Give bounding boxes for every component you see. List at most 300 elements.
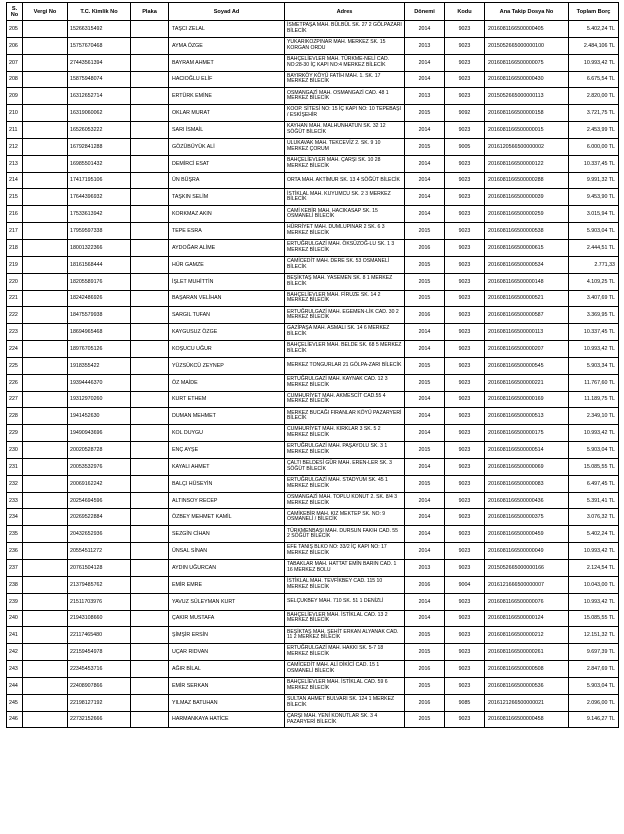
row-toplam-borc: 9.453,90 TL — [569, 189, 619, 206]
row-no: 242 — [7, 644, 23, 661]
row-vergi-no — [23, 711, 68, 728]
row-ana-takip-dosya-no: 2016081166500000545 — [485, 357, 569, 374]
row-ana-takip-dosya-no: 2016081166500000221 — [485, 374, 569, 391]
row-plaka — [131, 509, 169, 526]
row-vergi-no — [23, 357, 68, 374]
row-vergi-no — [23, 627, 68, 644]
row-ana-takip-dosya-no: 2016081166500000069 — [485, 458, 569, 475]
row-no: 246 — [7, 711, 23, 728]
row-plaka — [131, 54, 169, 71]
row-soyad-ad: GÖZÜBÜYÜK ALİ — [169, 138, 285, 155]
table-row — [7, 492, 619, 509]
row-ana-takip-dosya-no: 2016081166500000158 — [485, 105, 569, 122]
header-kod: Kodu — [445, 3, 485, 21]
row-no: 244 — [7, 677, 23, 694]
row-plaka — [131, 593, 169, 610]
row-plaka — [131, 206, 169, 223]
row-tc-kimlik-no: 1941452630 — [68, 408, 131, 425]
row-no: 209 — [7, 88, 23, 105]
row-adres: BAHÇELİEVLER MAH. İSTİKLAL CAD. 13 2 MERKEZ BİLECİK — [285, 610, 405, 627]
row-donem: 2014 — [405, 391, 445, 408]
row-tc-kimlik-no: 17959597338 — [68, 223, 131, 240]
row-soyad-ad: AYDOĞAR ALİME — [169, 239, 285, 256]
row-vergi-no — [23, 694, 68, 711]
row-donem: 2015 — [405, 627, 445, 644]
row-adres: BAHÇELİEVLER MAH. TÜRKME-NELİ CAD. NO:28-30 İÇ KAPI NO:4 MERKEZ BİLECİK — [285, 54, 405, 71]
row-ana-takip-dosya-no: 2016121666500000007 — [485, 576, 569, 593]
row-toplam-borc: 5.903,34 TL — [569, 357, 619, 374]
row-donem: 2014 — [405, 21, 445, 38]
row-vergi-no — [23, 509, 68, 526]
row-vergi-no — [23, 21, 68, 38]
row-plaka — [131, 374, 169, 391]
row-plaka — [131, 256, 169, 273]
row-adres: CAMİKEBİR MAH. KIZ MEKTEP SK. NO: 9 OSMANELİ / BİLECİK — [285, 509, 405, 526]
table-row — [7, 560, 619, 577]
row-vergi-no — [23, 155, 68, 172]
row-vergi-no — [23, 492, 68, 509]
row-plaka — [131, 543, 169, 560]
row-donem: 2014 — [405, 155, 445, 172]
row-toplam-borc: 5.402,24 TL — [569, 21, 619, 38]
row-donem: 2016 — [405, 576, 445, 593]
row-soyad-ad: KOŞUCU UĞUR — [169, 341, 285, 358]
row-plaka — [131, 492, 169, 509]
row-toplam-borc: 9.697,39 TL — [569, 644, 619, 661]
row-tc-kimlik-no: 16312652714 — [68, 88, 131, 105]
table-row — [7, 105, 619, 122]
row-tc-kimlik-no: 22408907866 — [68, 677, 131, 694]
row-donem: 2016 — [405, 239, 445, 256]
row-no: 214 — [7, 172, 23, 189]
row-soyad-ad: ÖZBEY MEHMET KAMİL — [169, 509, 285, 526]
row-adres: ERTUĞRULGAZİ MAH. HAKKI SK. 5-7 18 MERKEZ BİLECİK — [285, 644, 405, 661]
row-ana-takip-dosya-no: 2016081166500000288 — [485, 172, 569, 189]
row-tc-kimlik-no: 18205589176 — [68, 273, 131, 290]
row-soyad-ad: SARGIL TUFAN — [169, 307, 285, 324]
table-row — [7, 273, 619, 290]
row-kod: 9023 — [445, 290, 485, 307]
row-no: 223 — [7, 324, 23, 341]
table-row — [7, 408, 619, 425]
row-ana-takip-dosya-no: 2016081166500000083 — [485, 475, 569, 492]
table-row — [7, 458, 619, 475]
row-tc-kimlik-no: 18161568444 — [68, 256, 131, 273]
row-donem: 2014 — [405, 593, 445, 610]
row-soyad-ad: TAŞCI ZELAL — [169, 21, 285, 38]
row-ana-takip-dosya-no: 2016081166500000459 — [485, 526, 569, 543]
row-vergi-no — [23, 543, 68, 560]
row-adres: BAHÇELİEVLER MAH. ÇARŞI SK. 10 28 MERKEZ BİLECİK — [285, 155, 405, 172]
row-adres: SELÇUKBEY MAH. 710 SK. 51 1 DENİZLİ — [285, 593, 405, 610]
table-row — [7, 711, 619, 728]
row-tc-kimlik-no: 21511703976 — [68, 593, 131, 610]
row-plaka — [131, 290, 169, 307]
row-soyad-ad: YAVUZ SÜLEYMAN KURT — [169, 593, 285, 610]
row-tc-kimlik-no: 22198127192 — [68, 694, 131, 711]
row-ana-takip-dosya-no: 2016081166500000513 — [485, 408, 569, 425]
row-soyad-ad: DUMAN MEHMET — [169, 408, 285, 425]
table-row — [7, 37, 619, 54]
row-kod: 9023 — [445, 223, 485, 240]
row-toplam-borc: 2.771,33 — [569, 256, 619, 273]
row-ana-takip-dosya-no: 2016081166500000039 — [485, 189, 569, 206]
row-no: 225 — [7, 357, 23, 374]
table-row — [7, 122, 619, 139]
table-row — [7, 307, 619, 324]
row-ana-takip-dosya-no: 2016081166500000122 — [485, 155, 569, 172]
row-toplam-borc: 11.767,60 TL — [569, 374, 619, 391]
row-plaka — [131, 324, 169, 341]
row-no: 216 — [7, 206, 23, 223]
row-donem: 2016 — [405, 661, 445, 678]
row-adres: ERTUĞRULGAZİ MAH. KAYNAK CAD. 12 3 MERKEZ BİLECİK — [285, 374, 405, 391]
row-soyad-ad: ÜN BÜŞRA — [169, 172, 285, 189]
row-tc-kimlik-no: 15266315492 — [68, 21, 131, 38]
row-no: 207 — [7, 54, 23, 71]
row-tc-kimlik-no: 19490943696 — [68, 425, 131, 442]
row-tc-kimlik-no: 18976705126 — [68, 341, 131, 358]
row-no: 222 — [7, 307, 23, 324]
row-plaka — [131, 610, 169, 627]
row-ana-takip-dosya-no: 2016081166500000536 — [485, 677, 569, 694]
row-plaka — [131, 138, 169, 155]
row-soyad-ad: AYMA ÖZGE — [169, 37, 285, 54]
table-body — [7, 21, 619, 728]
row-soyad-ad: KURT ETHEM — [169, 391, 285, 408]
row-toplam-borc: 3.407,69 TL — [569, 290, 619, 307]
row-vergi-no — [23, 560, 68, 577]
row-plaka — [131, 391, 169, 408]
table-row — [7, 526, 619, 543]
row-toplam-borc: 6.675,54 TL — [569, 71, 619, 88]
row-toplam-borc: 4.109,25 TL — [569, 273, 619, 290]
row-tc-kimlik-no: 20269522884 — [68, 509, 131, 526]
row-soyad-ad: KOL DUYGU — [169, 425, 285, 442]
row-toplam-borc: 10.993,42 TL — [569, 341, 619, 358]
row-toplam-borc: 10.993,42 TL — [569, 593, 619, 610]
row-soyad-ad: KORKMAZ AKIN — [169, 206, 285, 223]
table-row — [7, 610, 619, 627]
row-donem: 2014 — [405, 492, 445, 509]
row-tc-kimlik-no: 20069162242 — [68, 475, 131, 492]
row-tc-kimlik-no: 18001322366 — [68, 239, 131, 256]
row-ana-takip-dosya-no: 2016081166500000175 — [485, 425, 569, 442]
row-adres: CUMHURİYET MAH. AKMESCİT CAD.55 4 MERKEZ BİLECİK — [285, 391, 405, 408]
row-plaka — [131, 576, 169, 593]
row-vergi-no — [23, 610, 68, 627]
row-donem: 2015 — [405, 644, 445, 661]
table-row — [7, 138, 619, 155]
row-kod: 9023 — [445, 661, 485, 678]
row-no: 243 — [7, 661, 23, 678]
row-no: 220 — [7, 273, 23, 290]
row-soyad-ad: ERTÜRK EMİNE — [169, 88, 285, 105]
row-vergi-no — [23, 425, 68, 442]
row-no: 213 — [7, 155, 23, 172]
row-adres: YUKARIKOZPINAR MAH. MERKEZ SK. 15 KORGAN ORDU — [285, 37, 405, 54]
row-no: 234 — [7, 509, 23, 526]
row-adres: BEŞİKTAŞ MAH. ŞEHİT ERKAN ALYANAK CAD. 11 2 MERKEZ BİLECİK — [285, 627, 405, 644]
row-kod: 9005 — [445, 138, 485, 155]
row-adres: CAMİ KEBİR MAH. HACIKASAP SK. 15 OSMANELİ BİLECİK — [285, 206, 405, 223]
row-donem: 2013 — [405, 88, 445, 105]
row-soyad-ad: AYDIN UĞURCAN — [169, 560, 285, 577]
table-row — [7, 644, 619, 661]
row-donem: 2014 — [405, 172, 445, 189]
row-ana-takip-dosya-no: 2015052665000000113 — [485, 88, 569, 105]
row-tc-kimlik-no: 16319060062 — [68, 105, 131, 122]
row-donem: 2015 — [405, 105, 445, 122]
row-soyad-ad: HÜR GAMZE — [169, 256, 285, 273]
row-kod: 9023 — [445, 492, 485, 509]
row-adres: MERKEZ TONGURLAR 21 GÖLPA-ZARI BİLECİK — [285, 357, 405, 374]
row-ana-takip-dosya-no: 2016081166500000534 — [485, 256, 569, 273]
row-kod: 9023 — [445, 543, 485, 560]
row-adres: GAZİPAŞA MAH. ASMALI SK. 14 6 MERKEZ BİLECİK — [285, 324, 405, 341]
row-donem: 2014 — [405, 324, 445, 341]
row-toplam-borc: 3.369,95 TL — [569, 307, 619, 324]
row-kod: 9023 — [445, 458, 485, 475]
row-toplam-borc: 2.096,00 TL — [569, 694, 619, 711]
header-no: S. No — [7, 3, 23, 21]
row-donem: 2015 — [405, 290, 445, 307]
row-tc-kimlik-no: 17417195106 — [68, 172, 131, 189]
row-adres: KOOP. SİTESİ NO: 15 İÇ KAPI NO: 10 TEPEBAŞI / ESKİŞEHİR — [285, 105, 405, 122]
row-plaka — [131, 71, 169, 88]
row-donem: 2013 — [405, 37, 445, 54]
row-soyad-ad: TEPE ESRA — [169, 223, 285, 240]
row-tc-kimlik-no: 22117465480 — [68, 627, 131, 644]
row-no: 229 — [7, 425, 23, 442]
row-no: 230 — [7, 442, 23, 459]
row-vergi-no — [23, 88, 68, 105]
row-donem: 2015 — [405, 223, 445, 240]
table-row — [7, 543, 619, 560]
row-plaka — [131, 644, 169, 661]
row-no: 235 — [7, 526, 23, 543]
row-tc-kimlik-no: 19312970260 — [68, 391, 131, 408]
row-toplam-borc: 10.337,45 TL — [569, 155, 619, 172]
row-soyad-ad: YILMAZ BATUHAN — [169, 694, 285, 711]
row-vergi-no — [23, 256, 68, 273]
row-adres: İSTİKLAL MAH. KUYUMCU SK. 2 3 MERKEZ BİLECİK — [285, 189, 405, 206]
row-soyad-ad: EMİR EMRE — [169, 576, 285, 593]
row-donem: 2014 — [405, 122, 445, 139]
row-adres: ERTUĞRULGAZİ MAH. ÖKSÜZOĞ-LU SK. 1 3 MERKEZ BİLECİK — [285, 239, 405, 256]
table-row — [7, 661, 619, 678]
table-row — [7, 442, 619, 459]
row-vergi-no — [23, 475, 68, 492]
row-donem: 2016 — [405, 694, 445, 711]
row-kod: 9023 — [445, 88, 485, 105]
row-ana-takip-dosya-no: 2016081166500000148 — [485, 273, 569, 290]
row-tc-kimlik-no: 21943108660 — [68, 610, 131, 627]
row-plaka — [131, 341, 169, 358]
row-tc-kimlik-no: 20761504128 — [68, 560, 131, 577]
row-plaka — [131, 694, 169, 711]
table-row — [7, 593, 619, 610]
row-toplam-borc: 2.847,69 TL — [569, 661, 619, 678]
row-soyad-ad: SARI İSMAİL — [169, 122, 285, 139]
row-ana-takip-dosya-no: 2016081166500000508 — [485, 661, 569, 678]
row-ana-takip-dosya-no: 2016081166500000405 — [485, 21, 569, 38]
row-donem: 2014 — [405, 71, 445, 88]
row-kod: 9023 — [445, 610, 485, 627]
row-plaka — [131, 560, 169, 577]
row-vergi-no — [23, 458, 68, 475]
row-ana-takip-dosya-no: 2016081166500000015 — [485, 122, 569, 139]
row-kod: 9023 — [445, 21, 485, 38]
row-vergi-no — [23, 223, 68, 240]
row-no: 206 — [7, 37, 23, 54]
header-vergi: Vergi No — [23, 3, 68, 21]
row-plaka — [131, 189, 169, 206]
row-kod: 9023 — [445, 71, 485, 88]
row-plaka — [131, 357, 169, 374]
table-row — [7, 71, 619, 88]
row-no: 237 — [7, 560, 23, 577]
row-tc-kimlik-no: 19394446370 — [68, 374, 131, 391]
row-adres: İSMETPAŞA MAH. BÜLBÜL SK. 27 2 GÖLPAZARI BİLECİK — [285, 21, 405, 38]
row-kod: 9023 — [445, 560, 485, 577]
row-no: 227 — [7, 391, 23, 408]
table-row — [7, 475, 619, 492]
row-no: 217 — [7, 223, 23, 240]
row-ana-takip-dosya-no: 2016081166500000458 — [485, 711, 569, 728]
row-adres: EFE TANIŞ BLKO NO: 33/2 İÇ KAPI NO: 17 MERKEZ BİLECİK — [285, 543, 405, 560]
table-row — [7, 223, 619, 240]
row-plaka — [131, 425, 169, 442]
row-adres: CUMHURİYET MAH. KIRKLAR 3 SK. 5 2 MERKEZ BİLECİK — [285, 425, 405, 442]
row-adres: HÜRRİYET MAH. DUMLUPINAR 2 SK. 6 3 MERKEZ BİLECİK — [285, 223, 405, 240]
row-toplam-borc: 10.993,42 TL — [569, 425, 619, 442]
document-page — [6, 2, 618, 728]
row-kod: 9085 — [445, 694, 485, 711]
table-row — [7, 172, 619, 189]
row-ana-takip-dosya-no: 2016121266500000021 — [485, 694, 569, 711]
row-plaka — [131, 105, 169, 122]
row-ana-takip-dosya-no: 2016081166500000430 — [485, 71, 569, 88]
row-adres: SULTAN AHMET BULVARI SK. 124 1 MERKEZ BİLECİK — [285, 694, 405, 711]
row-ana-takip-dosya-no: 2016081166500000075 — [485, 54, 569, 71]
row-donem: 2015 — [405, 273, 445, 290]
row-tc-kimlik-no: 21379485762 — [68, 576, 131, 593]
row-vergi-no — [23, 341, 68, 358]
row-toplam-borc: 15.085,55 TL — [569, 610, 619, 627]
row-toplam-borc: 10.993,42 TL — [569, 54, 619, 71]
row-soyad-ad: YÜZSÜKCÜ ZEYNEP — [169, 357, 285, 374]
row-tc-kimlik-no: 22345453716 — [68, 661, 131, 678]
row-toplam-borc: 2.453,99 TL — [569, 122, 619, 139]
row-soyad-ad: UÇAR RIDVAN — [169, 644, 285, 661]
row-ana-takip-dosya-no: 2015052665000000166 — [485, 560, 569, 577]
table-row — [7, 391, 619, 408]
row-plaka — [131, 88, 169, 105]
row-plaka — [131, 21, 169, 38]
row-vergi-no — [23, 391, 68, 408]
row-no: 221 — [7, 290, 23, 307]
row-plaka — [131, 223, 169, 240]
row-soyad-ad: HACIOĞLU ELİF — [169, 71, 285, 88]
row-kod: 9023 — [445, 526, 485, 543]
row-vergi-no — [23, 172, 68, 189]
table-row — [7, 88, 619, 105]
debt-table — [6, 2, 619, 728]
row-vergi-no — [23, 290, 68, 307]
row-toplam-borc: 5.903,04 TL — [569, 223, 619, 240]
row-kod: 9023 — [445, 442, 485, 459]
row-adres: ULUKAVAK MAH. TEKCEVİZ 2. SK. 9 10 MERKEZ ÇORUM — [285, 138, 405, 155]
row-donem: 2015 — [405, 711, 445, 728]
row-ana-takip-dosya-no: 2016081166500000169 — [485, 391, 569, 408]
row-donem: 2014 — [405, 526, 445, 543]
header-tc: T.C. Kimlik No — [68, 3, 131, 21]
row-vergi-no — [23, 239, 68, 256]
row-donem: 2014 — [405, 54, 445, 71]
row-kod: 9023 — [445, 509, 485, 526]
row-toplam-borc: 9.146,27 TL — [569, 711, 619, 728]
row-soyad-ad: TAŞKIN SELİM — [169, 189, 285, 206]
row-adres: BAYIRKÖY KÖYÜ FATİH MAH. 1. SK. 17 MERKEZ BİLECİK — [285, 71, 405, 88]
row-kod: 9023 — [445, 391, 485, 408]
row-no: 228 — [7, 408, 23, 425]
row-plaka — [131, 458, 169, 475]
row-vergi-no — [23, 273, 68, 290]
row-soyad-ad: ÜNSAL SİNAN — [169, 543, 285, 560]
header-ana: Ana Takip Dosya No — [485, 3, 569, 21]
table-row — [7, 341, 619, 358]
row-toplam-borc: 11.189,75 TL — [569, 391, 619, 408]
row-toplam-borc: 2.444,51 TL — [569, 239, 619, 256]
row-donem: 2014 — [405, 509, 445, 526]
row-vergi-no — [23, 71, 68, 88]
row-plaka — [131, 475, 169, 492]
row-kod: 9023 — [445, 644, 485, 661]
row-toplam-borc: 3.015,94 TL — [569, 206, 619, 223]
row-toplam-borc: 6.000,00 TL — [569, 138, 619, 155]
row-toplam-borc: 5.402,24 TL — [569, 526, 619, 543]
row-donem: 2015 — [405, 475, 445, 492]
row-no: 233 — [7, 492, 23, 509]
header-plaka: Plaka — [131, 3, 169, 21]
row-donem: 2016 — [405, 307, 445, 324]
row-soyad-ad: BAŞARAN VELİHAN — [169, 290, 285, 307]
row-no: 212 — [7, 138, 23, 155]
row-toplam-borc: 9.991,32 TL — [569, 172, 619, 189]
table-header-row — [7, 3, 619, 21]
row-soyad-ad: ENÇ AYŞE — [169, 442, 285, 459]
row-adres: CAMİCEDİT MAH. ALİ DİKİCİ CAD. 15 1 OSMANELİ BİLECİK — [285, 661, 405, 678]
row-ana-takip-dosya-no: 2016081166500000538 — [485, 223, 569, 240]
row-adres: ERTUĞRULGAZİ MAH. STADYUM SK. 45 1 MERKEZ BİLECİK — [285, 475, 405, 492]
row-vergi-no — [23, 37, 68, 54]
row-vergi-no — [23, 442, 68, 459]
row-ana-takip-dosya-no: 2016120566500000002 — [485, 138, 569, 155]
header-soyad: Soyad Ad — [169, 3, 285, 21]
row-kod: 9004 — [445, 576, 485, 593]
row-kod: 9023 — [445, 54, 485, 71]
row-adres: ORTA MAH. AKTİMUR SK. 13 4 SÖĞÜT BİLECİK — [285, 172, 405, 189]
row-soyad-ad: ALTINSOY RECEP — [169, 492, 285, 509]
row-tc-kimlik-no: 18242486926 — [68, 290, 131, 307]
row-soyad-ad: ÖZ MAİDE — [169, 374, 285, 391]
row-donem: 2015 — [405, 138, 445, 155]
row-donem: 2014 — [405, 408, 445, 425]
row-kod: 9023 — [445, 324, 485, 341]
row-donem: 2015 — [405, 357, 445, 374]
row-no: 208 — [7, 71, 23, 88]
